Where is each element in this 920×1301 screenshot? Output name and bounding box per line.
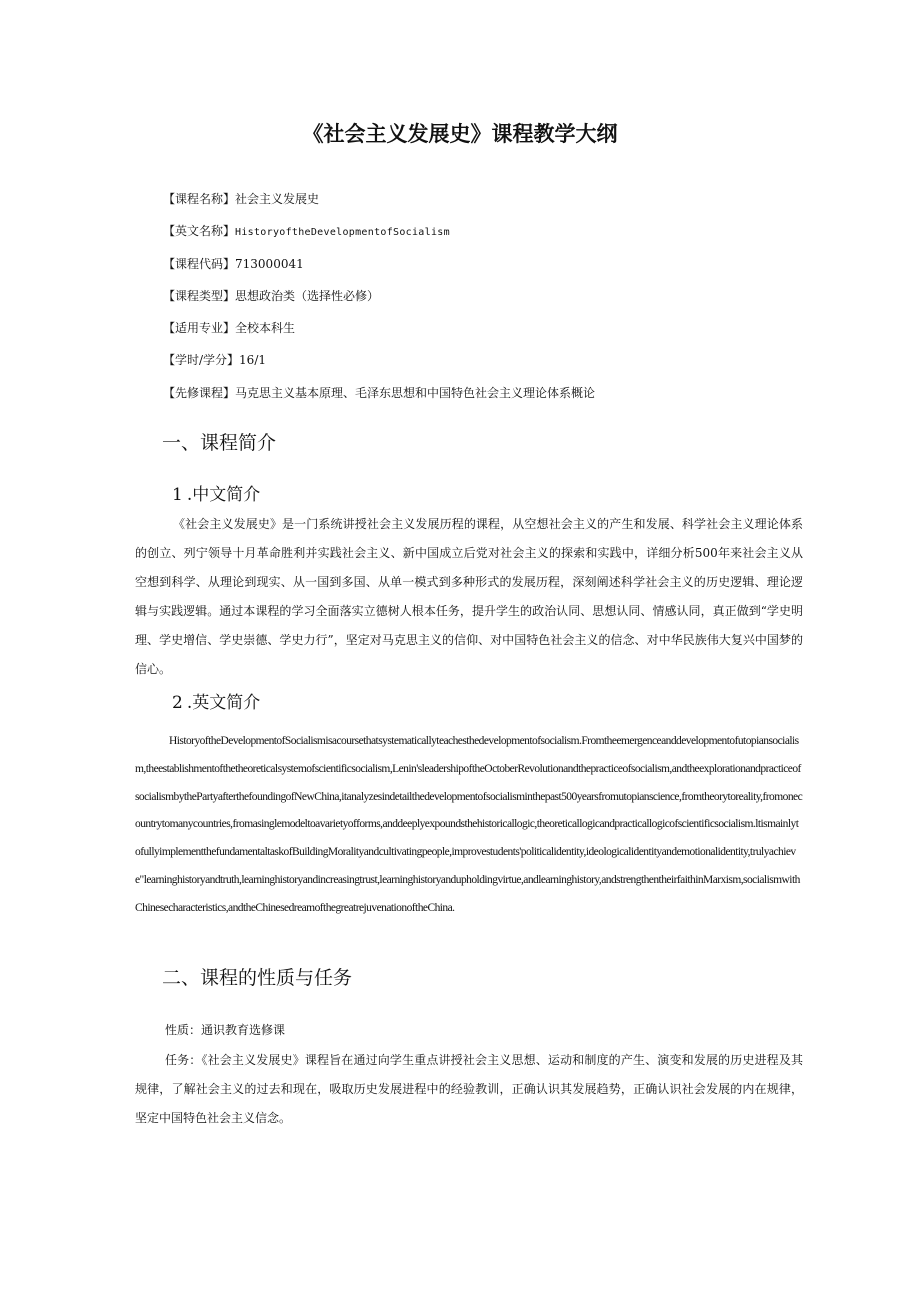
info-value: 713000041 <box>235 257 304 271</box>
info-value: 16/1 <box>239 353 266 367</box>
nature-line: 性质：通识教育选修课 <box>165 1023 286 1037</box>
info-value: HistoryoftheDevelopmentofSocialism <box>235 227 450 238</box>
info-key: 【课程代码】 <box>163 257 236 271</box>
info-value: 马克思主义基本原理、毛泽东思想和中国特色社会主义理论体系概论 <box>235 386 596 400</box>
info-key: 【适用专业】 <box>163 321 236 335</box>
info-course-type <box>163 288 379 304</box>
info-key: 【英文名称】 <box>163 224 236 238</box>
section-heading-nature-task: 二、课程的性质与任务 <box>162 967 353 989</box>
info-key: 【课程类型】 <box>163 289 236 303</box>
info-key: 【先修课程】 <box>163 386 236 400</box>
subsection-number: 2 <box>172 693 183 713</box>
info-value: 思想政治类（选择性必修） <box>235 289 380 303</box>
subsection-title: .中文简介 <box>186 485 261 505</box>
info-key: 【学时/学分】 <box>163 353 240 367</box>
info-key: 【课程名称】 <box>163 192 236 206</box>
section-heading-intro: 一、课程简介 <box>162 432 277 454</box>
info-value: 全校本科生 <box>235 321 296 335</box>
subsection-title: .英文简介 <box>186 693 261 713</box>
page-title: 《社会主义发展史》课程教学大纲 <box>302 121 618 146</box>
info-prerequisites <box>163 385 595 401</box>
info-english-name <box>163 223 450 241</box>
info-applicable-major <box>163 320 295 336</box>
subsection-heading-english <box>172 688 260 713</box>
subsection-heading-chinese <box>172 480 260 505</box>
info-hours-credits <box>163 352 266 368</box>
subsection-number: 1 <box>172 485 183 505</box>
chinese-intro-paragraph: 《社会主义发展史》是一门系统讲授社会主义发展历程的课程，从空想社会主义的产生和发展、科学社会主义理论体系的创立、列宁领导十月革命胜利并实践社会主义、新中国成立后党对社会主义的探索和实践中，详细分析500年来社会主义从空想到科学、从理论到现实、从一国到多国、从单一模式到多种形式的发展历程，深刻阐述科学社会主义的历史逻辑、理论逻辑与实践逻辑。通过本课程的学习全面落实立德树人根本任务，提升学生的政治认同、思想认同、情感认同，真正做到“学史明理、学史增信、学史崇德、学史力行”，坚定对马克思主义的信仰、对中国特色社会主义的信念、对中华民族伟大复兴中国梦的信心。 <box>135 517 803 676</box>
english-intro-paragraph: HistoryoftheDevelopmentofSocialismisacoursethatsystematicallyteachesthedevelopmentofsocialism.Fromtheemergenceanddevelopmentofutopiansocialism,theestablishmentofthetheoreticalsystemofscientificsocialism,Lenin'sleadershipoftheOctoberRevolutionandthepracticeofsocialism,andtheexplorationandpracticeofsocialismbythePartyafterthefoundingofNewChina,itanalyzesindetailthedevelopmentofsocialisminthepast500yearsfromutopianscience,fromtheorytoreality,fromonecountrytomanycountries,fromasinglemodeltoavarietyofforms,anddeeplyexpoundsthehistoricallogic,theoreticallogicandpracticallogicofscientificsocialism.ltismainlytofullyimplementthefundamentaltaskofBuildingMoralityandcultivatingpeople,improvestudents'politicalidentity,ideologicalidentityandemotionalidentity,trulyachieve"learninghistoryandtruth,learninghistoryandincreasingtrust,learninghistoryandupholdingvirtue,andlearninghistory,andstrengthentheirfaithinMarxism,socialismwithChinesecharacteristics,andtheChinesedreamofthegreatrejuvenationoftheChina. <box>135 735 803 914</box>
info-course-name <box>163 191 319 207</box>
info-course-code <box>163 256 304 272</box>
task-paragraph: 任务：《社会主义发展史》课程旨在通过向学生重点讲授社会主义思想、运动和制度的产生、演变和发展的历史进程及其规律，了解社会主义的过去和现在，吸取历史发展进程中的经验教训，正确认识其发展趋势，正确认识社会发展的内在规律，坚定中国特色社会主义信念。 <box>135 1053 803 1125</box>
info-value: 社会主义发展史 <box>235 192 320 206</box>
